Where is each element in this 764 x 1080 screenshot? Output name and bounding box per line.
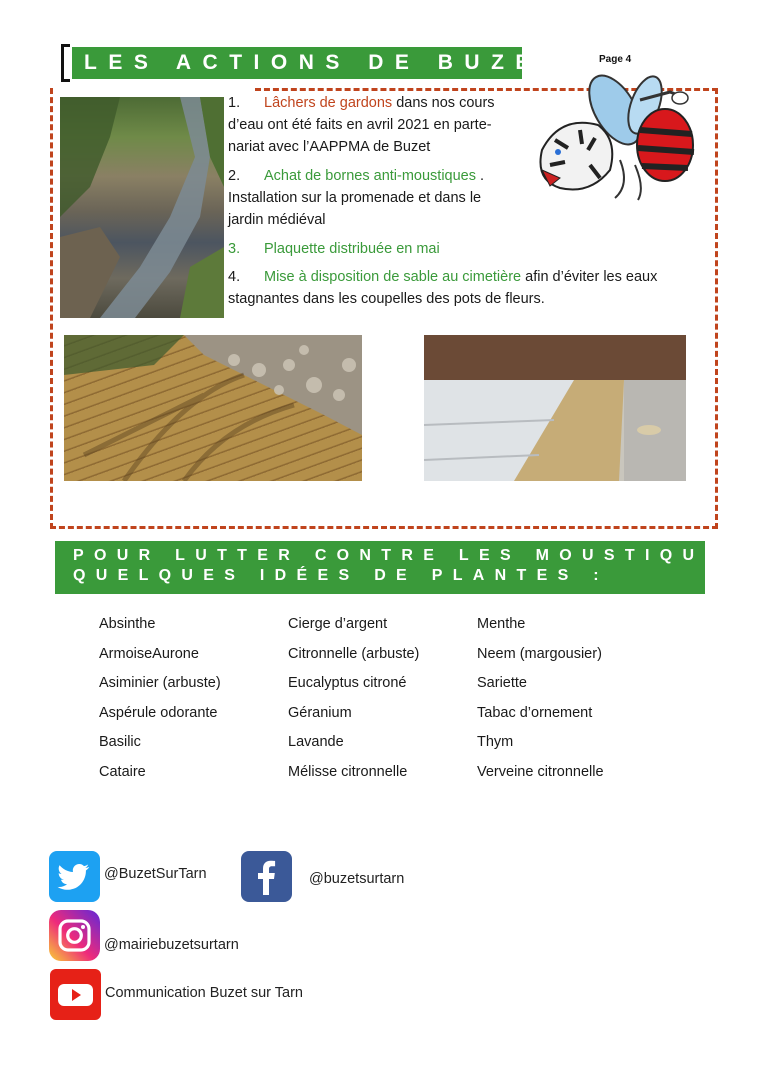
plant-item: Cierge d’argent [288, 616, 388, 632]
instagram-handle[interactable]: @mairiebuzetsurtarn [104, 937, 239, 953]
stream-photo [60, 97, 224, 318]
action-1-highlight: Lâchers de gardons [264, 95, 393, 111]
facebook-handle[interactable]: @buzetsurtarn [309, 871, 405, 887]
plant-item: Neem (margousier) [477, 645, 602, 662]
plant-column-3 [477, 610, 604, 788]
plant-item: Absinthe [99, 616, 156, 632]
deck-photo [64, 335, 362, 481]
plants-banner-line-2: QUELQUES IDÉES DE PLANTES : [73, 567, 609, 584]
plant-column-2 [288, 610, 419, 788]
actions-list [228, 92, 518, 267]
action-2-highlight: Achat de bornes anti-moustiques [264, 168, 476, 184]
action-4-highlight: Mise à disposition de sable au cimetière [264, 269, 522, 285]
youtube-play-icon[interactable] [50, 969, 101, 1020]
twitter-bird-icon[interactable] [49, 851, 100, 902]
cemetery-sand-photo [424, 335, 686, 481]
plant-item: Tabac d’ornement [477, 704, 593, 721]
action-item-3: 3. Plaquette distribuée en mai [228, 241, 440, 257]
plant-item: Mélisse citronnelle [288, 763, 408, 780]
plants-banner-line-1: POUR LUTTER CONTRE LES MOUSTIQUES, [73, 547, 761, 564]
instagram-camera-icon[interactable] [49, 910, 100, 961]
action-item-1: 1. Lâchers de gardons dans nos cours d’eau ont été faits en avril 2021 en parte-nariat avec l’AAPPMA de Buzet [228, 95, 495, 155]
plant-item: Asiminier (arbuste) [99, 675, 221, 692]
plant-item: Eucalyptus citroné [288, 675, 407, 692]
action-item-2: 2. Achat de bornes anti-moustiques . Installation sur la promenade et dans le jardin médiéval [228, 168, 485, 228]
plant-column-1 [99, 610, 221, 788]
youtube-channel[interactable]: Communication Buzet sur Tarn [105, 985, 303, 1001]
plant-item: Géranium [288, 704, 352, 721]
plant-item: Thym [477, 734, 514, 751]
title-bracket [61, 44, 70, 82]
page-number: Page 4 [599, 54, 632, 65]
action-3-highlight: Plaquette distribuée en mai [264, 241, 440, 257]
plant-item: Aspérule odorante [99, 704, 218, 721]
section-title: LES ACTIONS DE BUZET [72, 47, 522, 79]
plant-item: Basilic [99, 734, 141, 751]
plant-item: ArmoiseAurone [99, 645, 199, 662]
plant-item: Cataire [99, 763, 146, 780]
action-item-4: 4. Mise à disposition de sable au cimetière afin d’éviter les eaux stagnantes dans les coupelles des pots de fleurs. [228, 269, 658, 307]
tiger-mosquito-illustration [520, 70, 700, 205]
plant-item: Menthe [477, 616, 526, 632]
plants-banner [55, 541, 761, 594]
plant-item: Verveine citronnelle [477, 763, 604, 780]
plant-item: Citronnelle (arbuste) [288, 645, 420, 662]
facebook-f-icon[interactable] [241, 851, 292, 902]
twitter-handle[interactable]: @BuzetSurTarn [104, 866, 207, 882]
plant-item: Sariette [477, 675, 527, 692]
plant-item: Lavande [288, 734, 344, 751]
